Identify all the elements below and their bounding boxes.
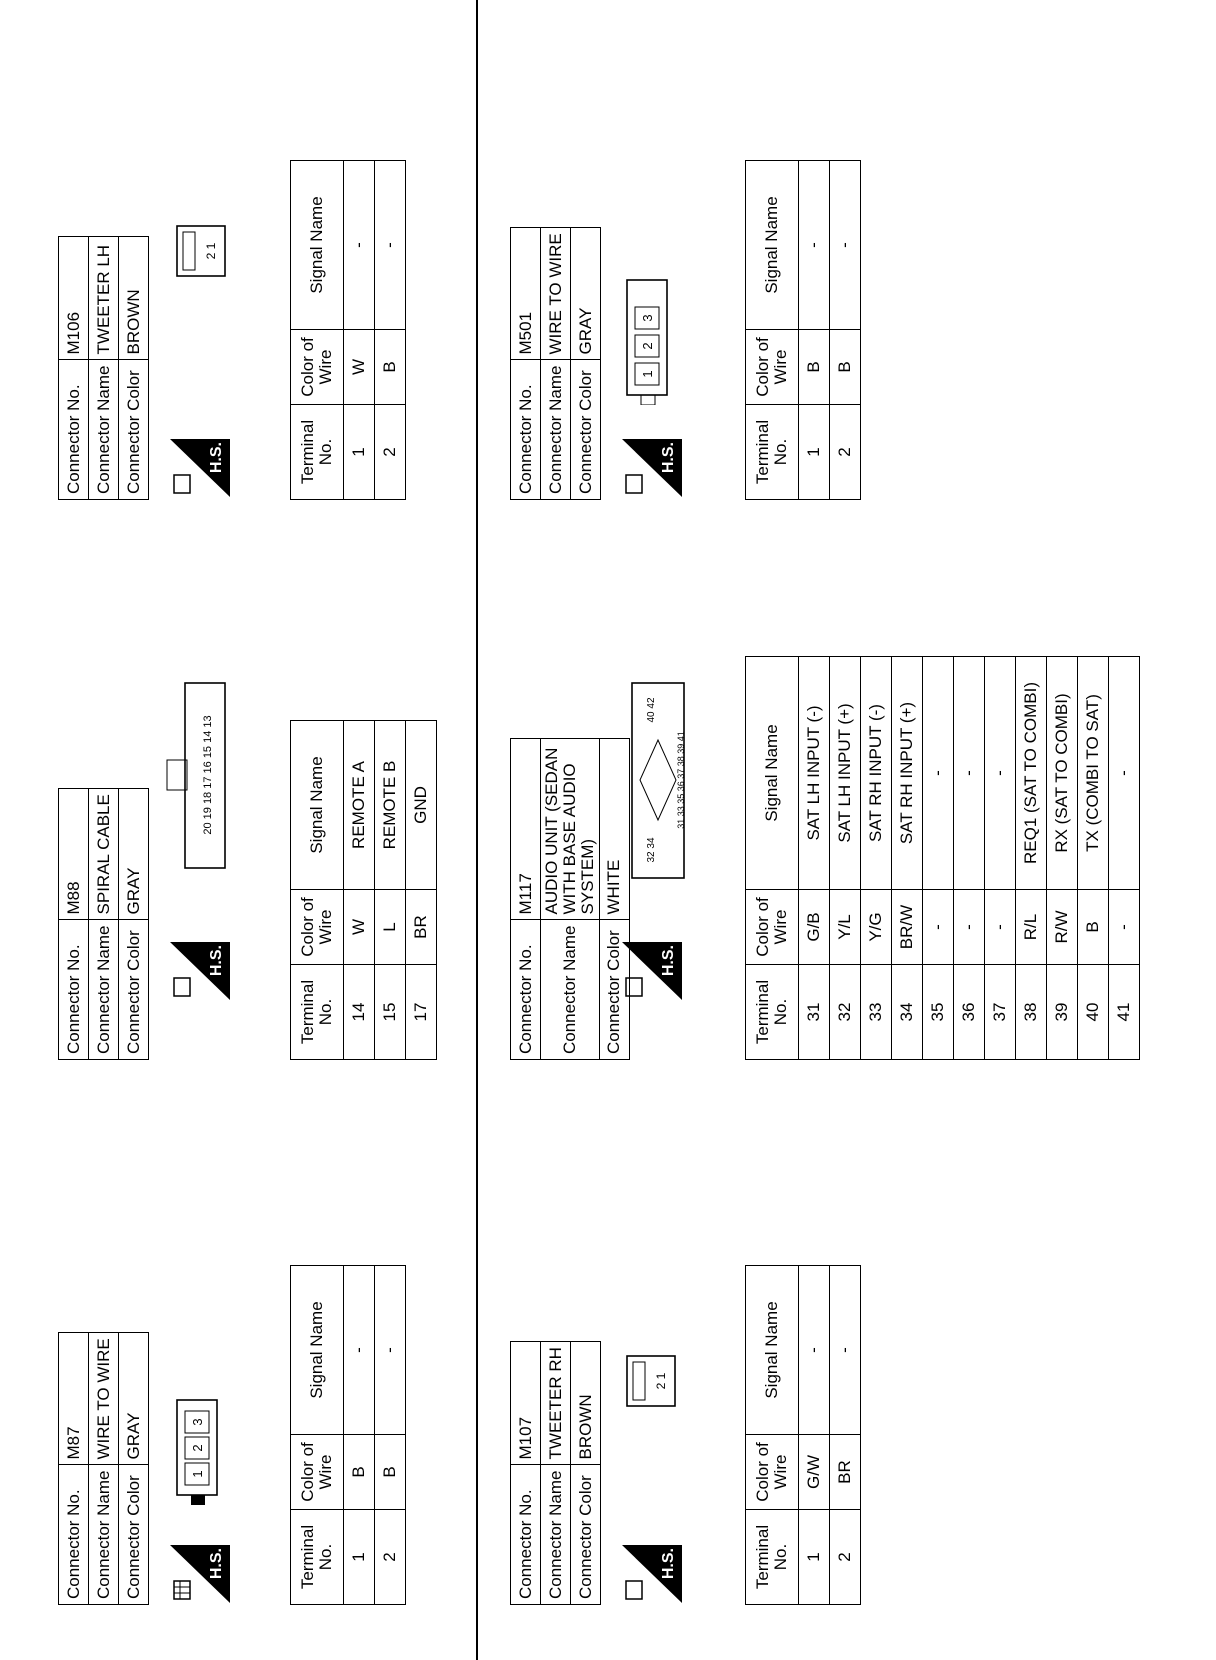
table-row: 37 - - [985, 657, 1016, 1060]
table-row: 1 W - [344, 161, 375, 500]
table-row: 35 - - [923, 657, 954, 1060]
m87-connector-face-icon [175, 1395, 226, 1505]
m501-terminal-table: Terminal No. Color of Wire Signal Name 1 B - 2 B - [745, 160, 861, 500]
connector-no-value: M87 [59, 1333, 89, 1465]
connector-m106: Connector No. M106 Connector Name TWEETER LH Connector Color BROWN [58, 236, 149, 500]
m106-connector-face-icon [175, 220, 234, 280]
hs-icon: H.S. [170, 942, 230, 1000]
svg-text:1: 1 [190, 1470, 205, 1478]
table-row: 1 B - [799, 161, 830, 500]
table-row: 38 R/L REQ1 (SAT TO COMBI) [1016, 657, 1047, 1060]
m88-terminal-table: Terminal No. Color of Wire Signal Name 14 W REMOTE A 15 L REMOTE B 17 BR GND [290, 720, 437, 1060]
m88-connector-face-icon [165, 680, 250, 870]
svg-text:20 19 18 17 16 15 14 13: 20 19 18 17 16 15 14 13 [202, 715, 214, 835]
svg-text:1: 1 [640, 370, 655, 378]
table-row: 31 G/B SAT LH INPUT (-) [799, 657, 830, 1060]
m107-connector-face-icon [625, 1350, 684, 1410]
table-row: 40 B TX (COMBI TO SAT) [1078, 657, 1109, 1060]
svg-text:3: 3 [190, 1418, 205, 1426]
connector-color-value: GRAY [119, 1333, 149, 1465]
m106-terminal-table: Terminal No. Color of Wire Signal Name 1 W - 2 B - [290, 160, 406, 500]
divider [476, 0, 478, 1660]
svg-text:32 34: 32 34 [646, 837, 657, 863]
svg-text:2 1: 2 1 [654, 1372, 668, 1390]
table-row: 2 B - [375, 1266, 406, 1605]
table-row: 1 G/W - [799, 1266, 830, 1605]
table-row: 17 BR GND [406, 721, 437, 1060]
svg-text:31 33 35 36 37 38 39 41: 31 33 35 36 37 38 39 41 [676, 731, 686, 829]
table-row: 2 BR - [830, 1266, 861, 1605]
table-row: 34 BR/W SAT RH INPUT (+) [892, 657, 923, 1060]
m117-terminal-table: Terminal No. Color of Wire Signal Name 31 G/B SAT LH INPUT (-) 32 Y/L SAT LH INPUT (+) 33 Y/G SAT RH INPUT (-) 34 BR/W SAT RH INPUT (+) 35 - - 36 - - 37 - - 38 R/L REQ1 (SAT TO COMBI) 39 R/W RX (SAT TO COMBI) 40 B TX (COMBI TO SAT) 41 - - [745, 656, 1140, 1060]
svg-text:2 1: 2 1 [204, 242, 218, 260]
m107-terminal-table: Terminal No. Color of Wire Signal Name 1 G/W - 2 BR - [745, 1265, 861, 1605]
svg-text:2: 2 [640, 342, 655, 350]
table-row: 32 Y/L SAT LH INPUT (+) [830, 657, 861, 1060]
table-row: 41 - - [1109, 657, 1140, 1060]
svg-text:40 42: 40 42 [646, 697, 657, 723]
table-row: 14 W REMOTE A [344, 721, 375, 1060]
connector-m501: Connector No. M501 Connector Name WIRE TO WIRE Connector Color GRAY [510, 227, 601, 500]
hs-icon: H.S. [170, 1545, 230, 1603]
svg-text:2: 2 [190, 1444, 205, 1452]
m501-connector-face-icon [625, 275, 676, 405]
hs-icon: H.S. [622, 942, 682, 1000]
svg-text:3: 3 [640, 314, 655, 322]
hs-icon: H.S. [622, 1545, 682, 1603]
table-row: 2 B - [375, 161, 406, 500]
hs-icon: H.S. [170, 439, 230, 497]
connector-m117: Connector No. M117 Connector Name AUDIO UNIT (SEDAN WITH BASE AUDIO SYSTEM) Connector Color WHITE [510, 738, 630, 1060]
table-row: 39 R/W RX (SAT TO COMBI) [1047, 657, 1078, 1060]
table-row: 33 Y/G SAT RH INPUT (-) [861, 657, 892, 1060]
connector-m107: Connector No. M107 Connector Name TWEETER RH Connector Color BROWN [510, 1341, 601, 1605]
table-row: 1 B - [344, 1266, 375, 1605]
table-row: 15 L REMOTE B [375, 721, 406, 1060]
connector-name-value: WIRE TO WIRE [89, 1333, 119, 1465]
m87-header-table: Connector No. M87 Connector Name WIRE TO WIRE Connector Color GRAY [58, 1332, 149, 1605]
connector-m88: Connector No. M88 Connector Name SPIRAL CABLE Connector Color GRAY [58, 788, 149, 1060]
m87-terminal-table: Terminal No. Color of Wire Signal Name 1 B - 2 B - [290, 1265, 406, 1605]
table-row: 36 - - [954, 657, 985, 1060]
connector-m87 [58, 1332, 149, 1605]
hs-icon: H.S. [622, 439, 682, 497]
table-row: 2 B - [830, 161, 861, 500]
m117-connector-face-icon [630, 680, 695, 880]
